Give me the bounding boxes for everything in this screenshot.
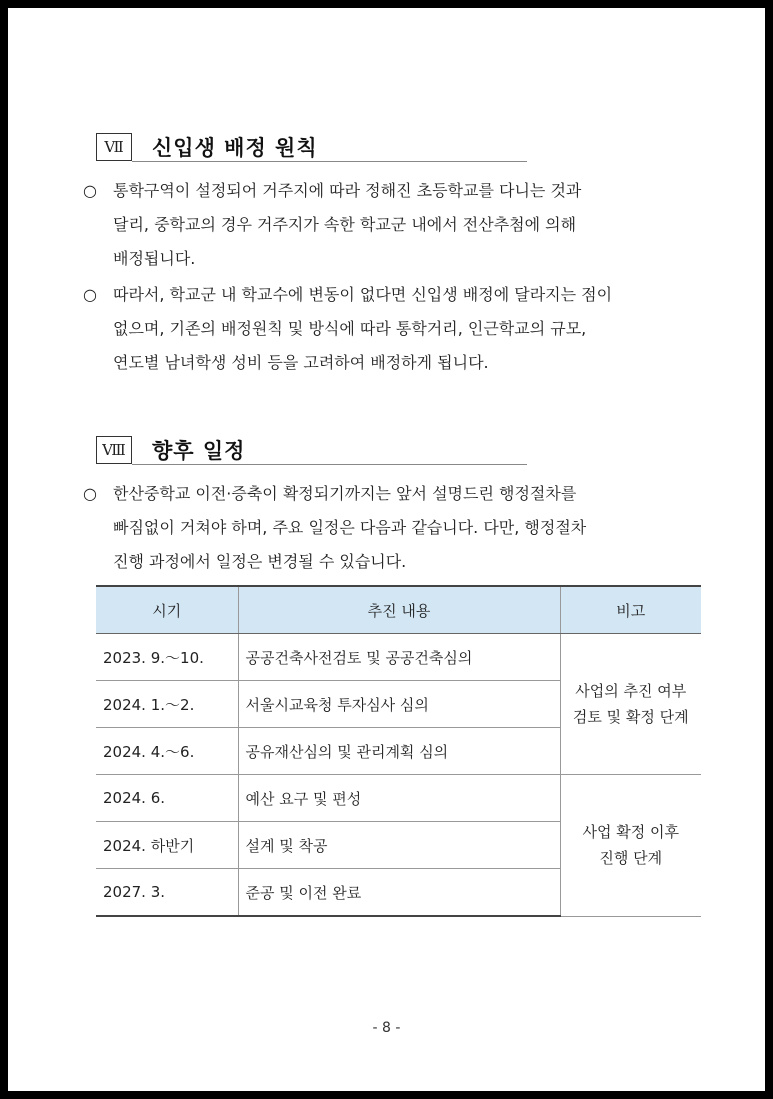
note-cell [560,634,701,775]
content-cell: 공유재산심의 및 관리계획 심의 [238,728,560,775]
period-cell: 2024. 1.～2. [96,681,238,728]
section-7-underline [132,161,527,162]
table-row [96,775,701,822]
bullet-circle: ○ [83,484,97,503]
note-line: 검토 및 확정 단계 [572,708,689,726]
section-7-heading [96,132,318,162]
content-cell: 공공건축사전검토 및 공공건축심의 [238,634,560,681]
header-content: 추진 내용 [238,586,560,634]
text-line: 진행 과정에서 일정은 변경될 수 있습니다. [113,552,407,571]
text-line: 통학구역이 설정되어 거주지에 따라 정해진 초등학교를 다니는 것과 [113,181,582,200]
period-cell: 2024. 6. [96,775,238,822]
content-cell: 설계 및 착공 [238,822,560,869]
schedule-table [96,585,701,917]
header-note: 비고 [560,586,701,634]
table-header-row [96,586,701,634]
text-line: 따라서, 학교군 내 학교수에 변동이 없다면 신입생 배정에 달라지는 점이 [113,285,613,304]
content-cell: 서울시교육청 투자심사 심의 [238,681,560,728]
text-line: 빠짐없이 거쳐야 하며, 주요 일정은 다음과 같습니다. 다만, 행정절차 [113,518,587,537]
section-8-title: 향후 일정 [152,439,246,463]
section-7-paragraph-2 [83,278,718,380]
section-7-title: 신입생 배정 원칙 [152,136,318,160]
period-cell: 2024. 4.～6. [96,728,238,775]
period-cell: 2027. 3. [96,869,238,917]
text-line: 배정됩니다. [113,249,196,268]
text-line: 한산중학교 이전·증축이 확정되기까지는 앞서 설명드린 행정절차를 [113,484,577,503]
table-row [96,634,701,681]
note-line: 사업의 추진 여부 [575,682,687,700]
text-line: 달리, 중학교의 경우 거주지가 속한 학교군 내에서 전산추첨에 의해 [113,215,577,234]
period-cell: 2023. 9.～10. [96,634,238,681]
section-8-paragraph [83,477,718,579]
bullet-circle: ○ [83,285,97,304]
section-7-paragraph-1 [83,174,718,276]
document-page [8,8,765,1091]
section-7-number: Ⅶ [96,133,132,161]
content-cell: 예산 요구 및 편성 [238,775,560,822]
content-cell: 준공 및 이전 완료 [238,869,560,917]
page-number: - 8 - [372,1020,401,1036]
bullet-circle: ○ [83,181,97,200]
note-line: 진행 단계 [599,849,663,868]
note-cell [560,775,701,917]
text-line: 없으며, 기존의 배정원칙 및 방식에 따라 통학거리, 인근학교의 규모, [113,319,587,338]
note-line: 사업 확정 이후 [582,823,679,842]
section-8-number: Ⅷ [96,436,132,464]
header-period: 시기 [96,586,238,634]
section-8-underline [132,464,527,465]
period-cell: 2024. 하반기 [96,822,238,869]
text-line: 연도별 남녀학생 성비 등을 고려하여 배정하게 됩니다. [113,353,489,372]
section-8-heading [96,435,245,465]
